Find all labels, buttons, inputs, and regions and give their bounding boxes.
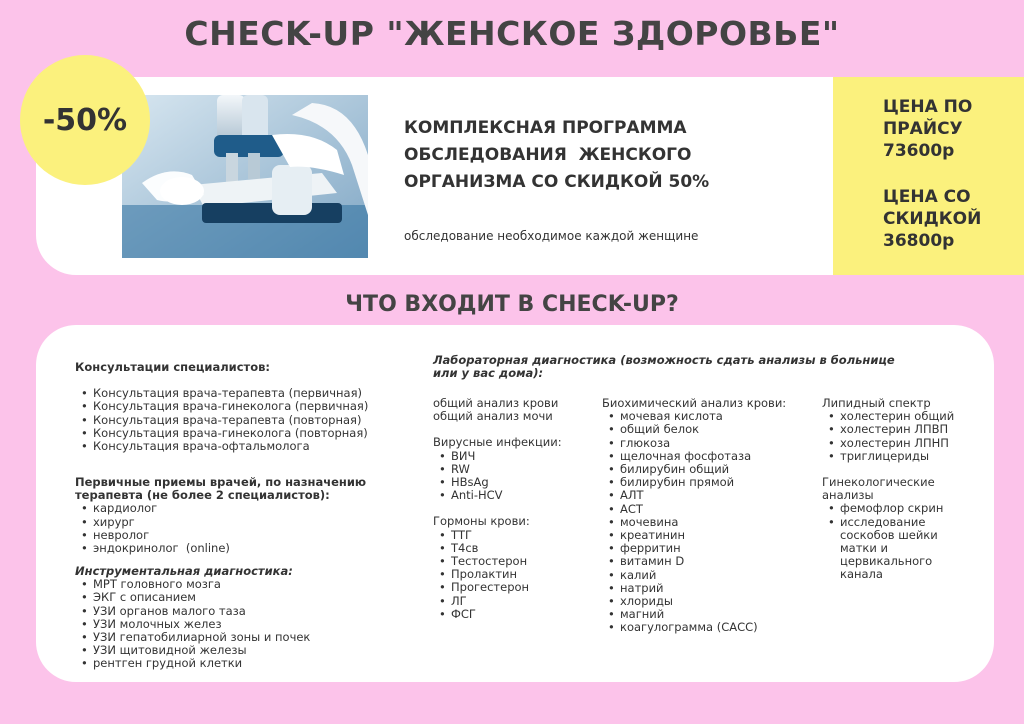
list-item: • глюкоза [602, 437, 817, 450]
page-title: CHECK-UP "ЖЕНСКОЕ ЗДОРОВЬЕ" [184, 14, 840, 53]
list-item: • УЗИ гепатобилиарной зоны и почек [75, 631, 405, 644]
list-item: • Прогестерон [433, 581, 598, 594]
list-item: • коагулограмма (САСС) [602, 621, 817, 634]
list-item: • УЗИ щитовидной железы [75, 644, 405, 657]
discount-price-label: ЦЕНА СО [883, 187, 971, 207]
discount-price-value: 36800р [883, 231, 955, 251]
list-item: • билирубин прямой [602, 476, 817, 489]
hormones-list [433, 529, 598, 621]
gyn-list [822, 502, 982, 581]
lab-heading-line: или у вас дома): [433, 366, 544, 381]
list-item: • мочевая кислота [602, 410, 817, 423]
list-item: • ФСГ [433, 608, 598, 621]
list-item: • мочевина [602, 516, 817, 529]
hero-heading-line: КОМПЛЕКСНАЯ ПРОГРАММА [404, 118, 687, 138]
list-item: • Пролактин [433, 568, 598, 581]
list-item [822, 516, 982, 582]
hero-subtitle: обследование необходимое каждой женщине [404, 229, 699, 243]
hormones-heading: Гормоны крови: [433, 514, 530, 529]
list-item-line: матки и [840, 541, 888, 556]
list-item: • креатинин [602, 529, 817, 542]
instrumental-column [75, 565, 405, 671]
biochem-column [602, 397, 817, 635]
list-item: • витамин D [602, 555, 817, 568]
price-panel [833, 77, 1024, 275]
list-item-line: цервикального [840, 554, 933, 569]
lipid-list [822, 410, 982, 463]
lab-column-1 [433, 397, 598, 621]
biochem-list [602, 410, 817, 634]
primary-heading: Первичные приемы врачей, по назначению [75, 475, 367, 489]
list-item: • билирубин общий [602, 463, 817, 476]
hero-heading [404, 115, 824, 196]
lab-heading-line: Лабораторная диагностика (возможность сдать анализы в больнице [433, 353, 895, 367]
lab-heading [433, 354, 953, 380]
microscope-photo [122, 95, 368, 258]
list-item: • УЗИ органов малого таза [75, 605, 405, 618]
list-item: • магний [602, 608, 817, 621]
section-title: ЧТО ВХОДИТ В CHECK-UP? [345, 292, 679, 317]
list-item: • ВИЧ [433, 450, 598, 463]
instrumental-list [75, 578, 405, 670]
list-item: • эндокринолог (online) [75, 542, 405, 555]
discount-price-label: СКИДКОЙ [883, 209, 982, 229]
list-item: • кардиолог [75, 502, 405, 515]
viral-heading: Вирусные инфекции: [433, 435, 562, 450]
list-item: • холестерин ЛПВП [822, 423, 982, 436]
list-item: • Консультация врача-терапевта (повторная) [75, 414, 405, 427]
list-item: • общий белок [602, 423, 817, 436]
list-item: • Консультация врача-гинеколога (первичная) [75, 400, 405, 413]
list-item: • холестерин ЛПНП [822, 437, 982, 450]
list-item: • Консультация врача-гинеколога (повторная) [75, 427, 405, 440]
list-item: • холестерин общий [822, 410, 982, 423]
list-item: • хирург [75, 516, 405, 529]
list-item: • Anti-HCV [433, 489, 598, 502]
list-item: • Тестостерон [433, 555, 598, 568]
list-item: • Консультация врача-терапевта (первичная) [75, 387, 405, 400]
list-item: • ЭКГ с описанием [75, 591, 405, 604]
list-item: • HBsAg [433, 476, 598, 489]
list-item: • натрий [602, 582, 817, 595]
list-price-label: ПРАЙСУ [883, 119, 963, 139]
discount-badge: -50% [20, 55, 150, 185]
list-item: • АЛТ [602, 489, 817, 502]
primary-list [75, 502, 405, 555]
consultations-column [75, 361, 405, 453]
primary-heading: терапевта (не более 2 специалистов): [75, 488, 330, 503]
blood-test-line: общий анализ крови [433, 396, 559, 410]
list-item: • рентген грудной клетки [75, 657, 405, 670]
list-item: • триглицериды [822, 450, 982, 463]
primary-column [75, 476, 405, 555]
list-item: • Консультация врача-офтальмолога [75, 440, 405, 453]
list-item: • ТТГ [433, 529, 598, 542]
list-item: • калий [602, 569, 817, 582]
list-item: • ферритин [602, 542, 817, 555]
list-item: • щелочная фосфотаза [602, 450, 817, 463]
viral-list [433, 450, 598, 503]
list-item: • МРТ головного мозга [75, 578, 405, 591]
hero-heading-line: ОРГАНИЗМА СО СКИДКОЙ 50% [404, 172, 710, 192]
list-item: • фемофлор скрин [822, 502, 982, 515]
list-item: • RW [433, 463, 598, 476]
list-item-line: • исследование [840, 514, 926, 529]
lipid-heading: Липидный спектр [822, 396, 931, 410]
list-item: • Т4св [433, 542, 598, 555]
list-item: • УЗИ молочных желез [75, 618, 405, 631]
gyn-heading: анализы [822, 488, 874, 503]
gyn-heading: Гинекологические [822, 475, 935, 490]
instrumental-heading: Инструментальная диагностика: [75, 564, 293, 578]
list-price-value: 73600р [883, 141, 955, 161]
list-price-label: ЦЕНА ПО [883, 97, 973, 117]
list-item: • невролог [75, 529, 405, 542]
list-item: • хлориды [602, 595, 817, 608]
lipid-gyn-column [822, 397, 982, 582]
list-item-line: соскобов шейки [840, 527, 938, 542]
consultations-list [75, 387, 405, 453]
list-item: • ЛГ [433, 595, 598, 608]
consultations-heading: Консультации специалистов: [75, 360, 270, 374]
hero-heading-line: ОБСЛЕДОВАНИЯ ЖЕНСКОГО [404, 145, 692, 165]
list-item-line: канала [840, 567, 883, 582]
list-item: • АСТ [602, 503, 817, 516]
urine-test-line: общий анализ мочи [433, 409, 553, 424]
biochem-heading: Биохимический анализ крови: [602, 396, 787, 410]
